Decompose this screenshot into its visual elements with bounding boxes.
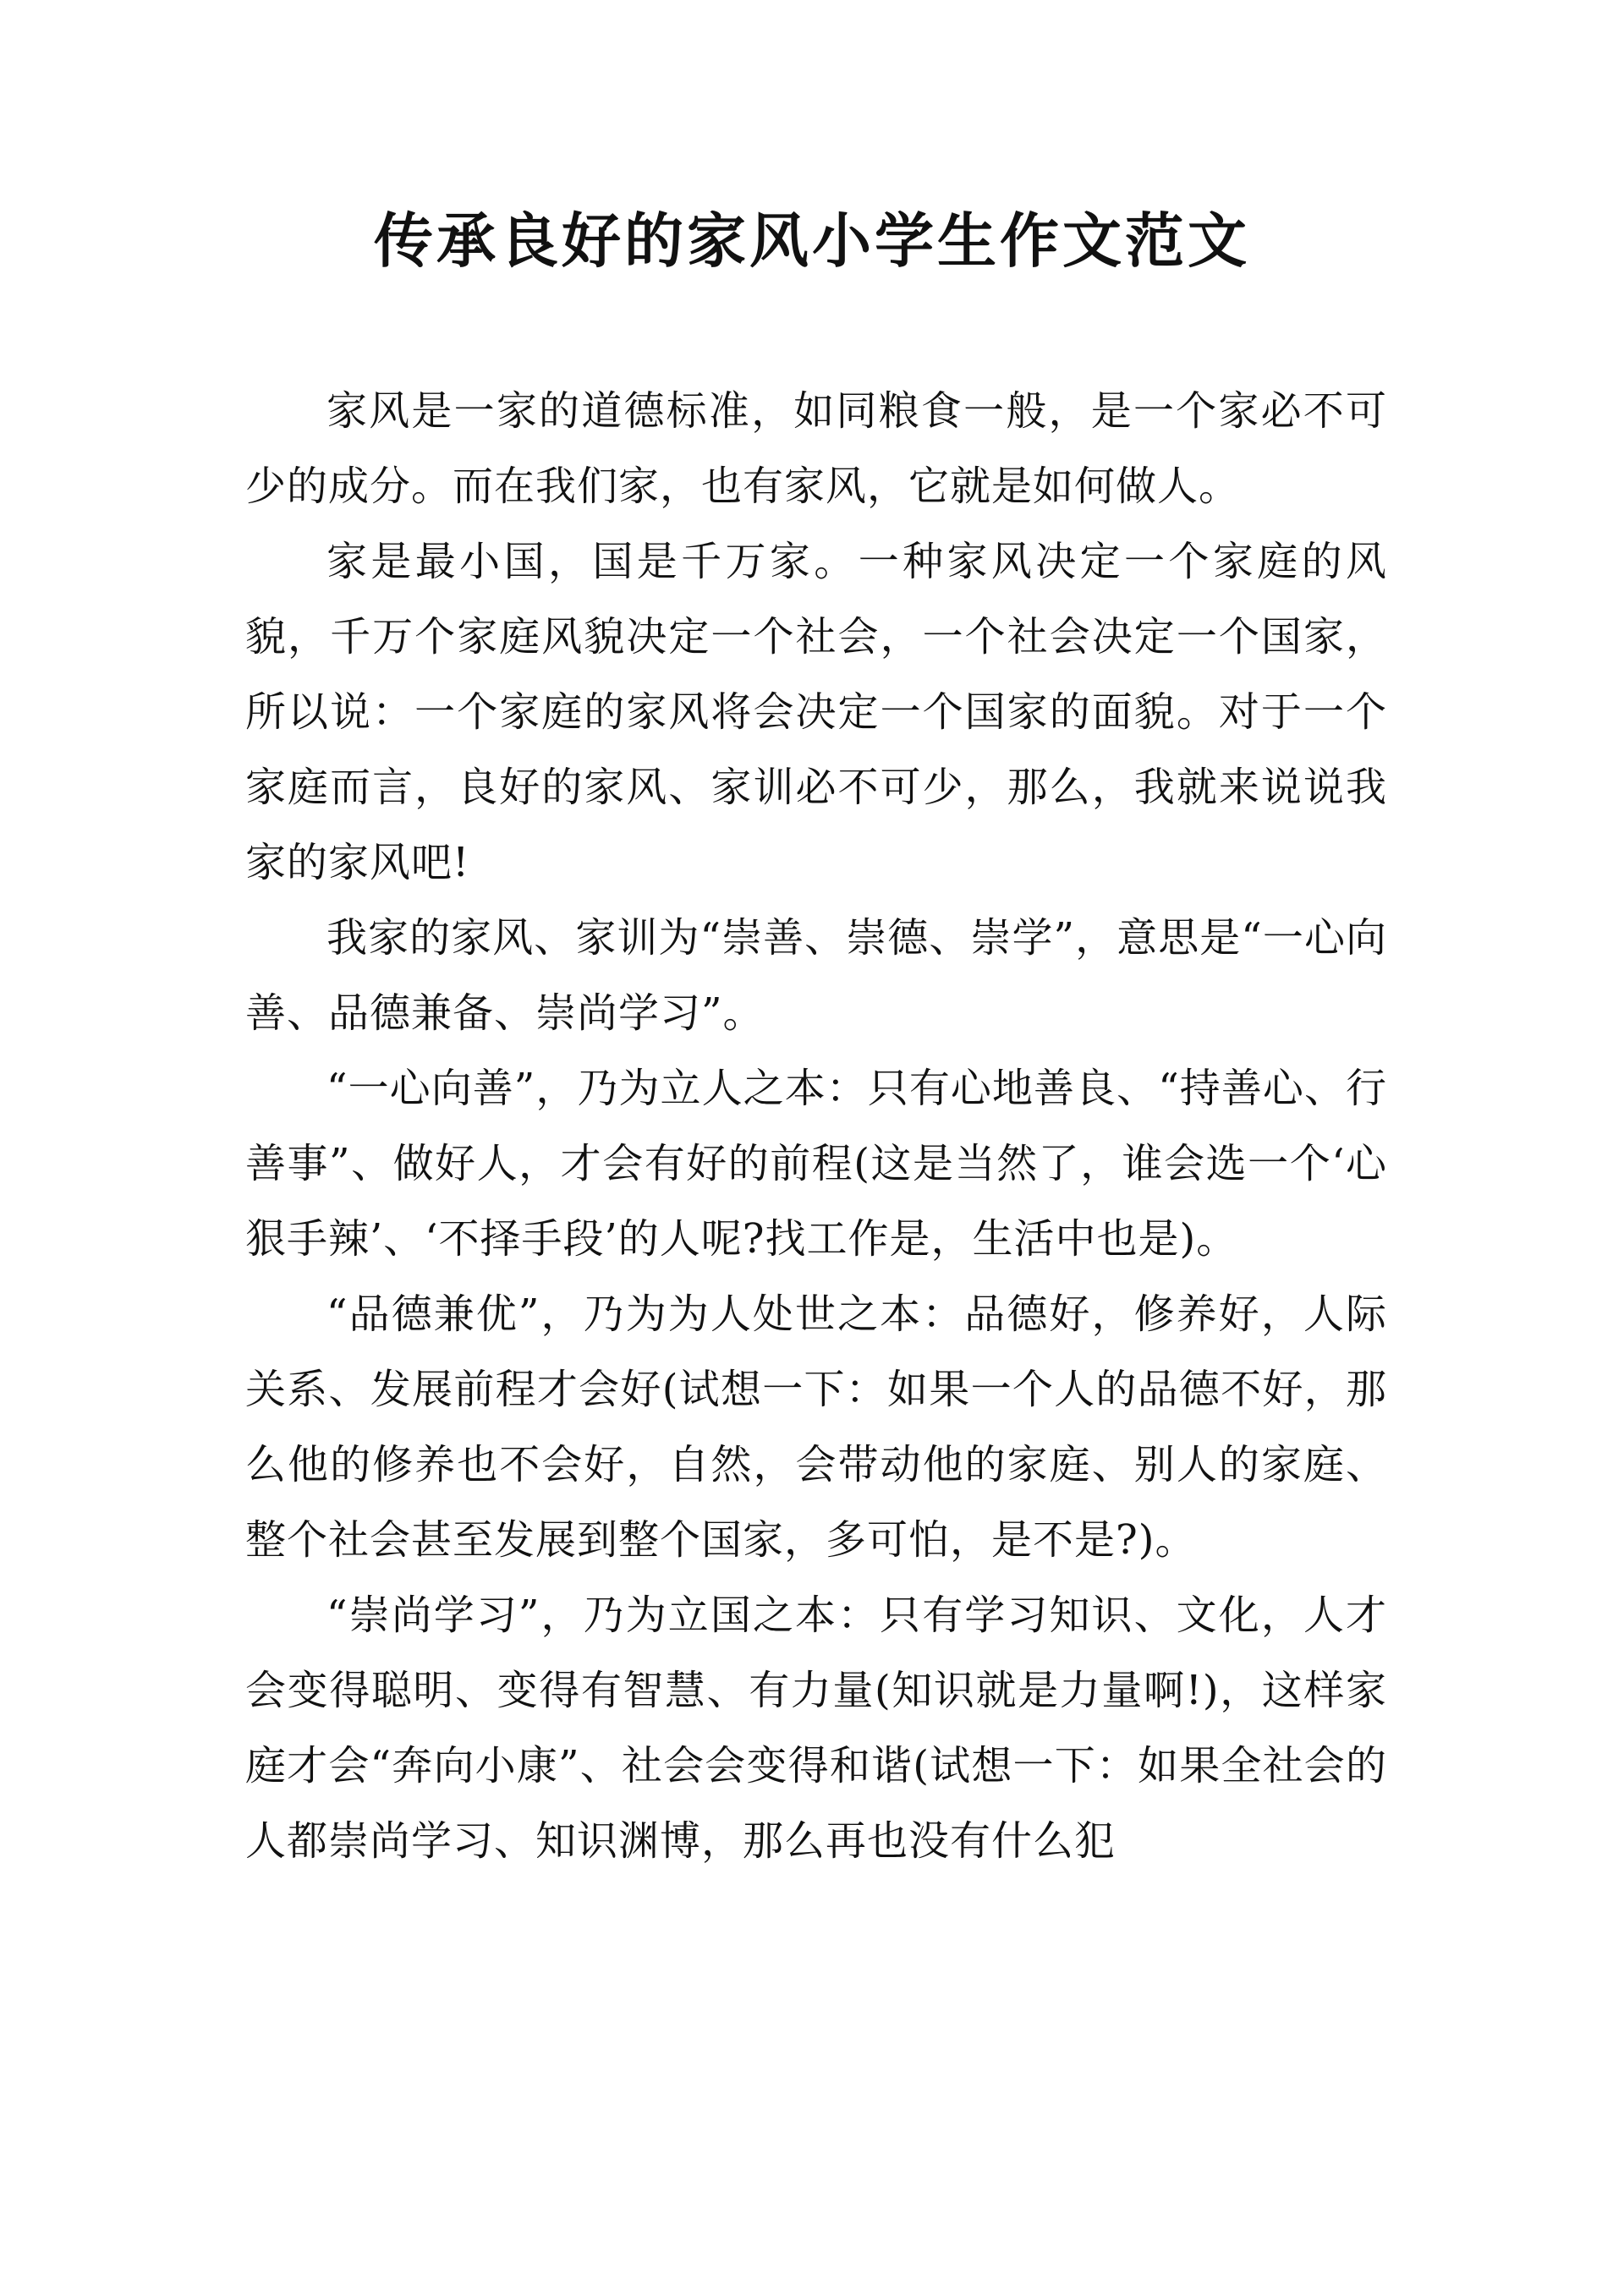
- paragraph-6: “崇尚学习”，乃为立国之本：只有学习知识、文化，人才会变得聪明、变得有智慧、有力量(知识就是力量啊!)，这样家庭才会“奔向小康”、社会会变得和谐(试想一下：如果全社会的人都崇尚学习、知识渊博，那么再也没有什么犯: [245, 1592, 1387, 1865]
- paragraph-4: “一心向善”，乃为立人之本：只有心地善良、“持善心、行善事”、做好人，才会有好的前程(这是当然了，谁会选一个‘心狠手辣’、‘不择手段’的人呢?找工作是，生活中也是)。: [245, 1065, 1387, 1263]
- document-title: 传承良好的家风小学生作文范文: [374, 205, 1250, 276]
- paragraph-1: 家风是一家的道德标准，如同粮食一般，是一个家必不可少的成分。而在我们家，也有家风，它就是如何做人。: [245, 387, 1387, 510]
- document-body: [245, 374, 1387, 1879]
- paragraph-3: 我家的家风、家训为“崇善、崇德、崇学”，意思是“一心向善、品德兼备、崇尚学习”。: [245, 914, 1387, 1037]
- paragraph-2: 家是最小国，国是千万家。一种家风决定一个家庭的风貌，千万个家庭风貌决定一个社会，一个社会决定一个国家，所以说：一个家庭的家风将会决定一个国家的面貌。对于一个家庭而言，良好的家风、家训必不可少，那么，我就来说说我家的家风吧!: [245, 538, 1387, 886]
- paragraph-5: “品德兼优”，乃为为人处世之本：品德好，修养好，人际关系、发展前程才会好(试想一下：如果一个人的品德不好，那么他的修养也不会好，自然，会带动他的家庭、别人的家庭、整个社会甚至发展到整个国家，多可怕，是不是?)。: [245, 1290, 1387, 1564]
